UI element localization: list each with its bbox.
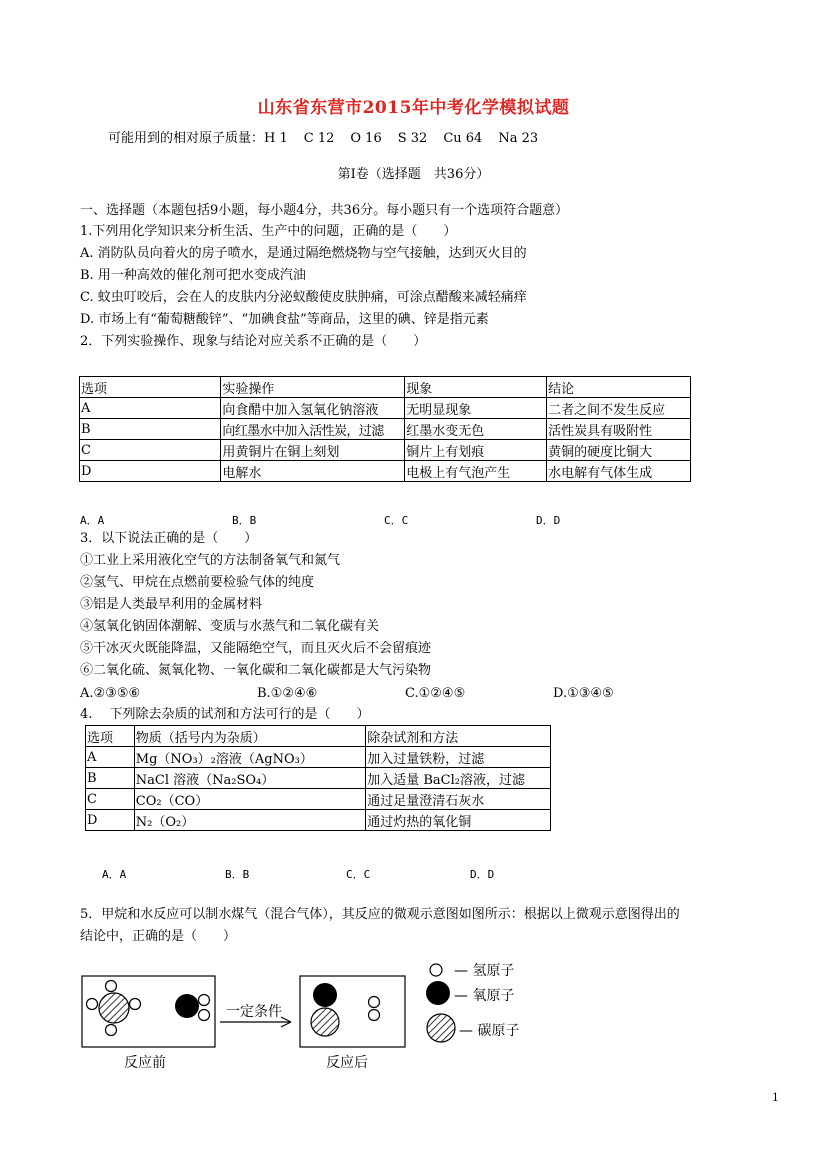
atomic-mass-item: Cu 64 bbox=[443, 131, 483, 146]
table-cell: C bbox=[80, 440, 221, 461]
legend-hydrogen-label: — 氢原子 bbox=[454, 963, 515, 979]
q1-stem: 1.下列用化学知识来分析生活、生产中的问题，正确的是（ ） bbox=[80, 224, 457, 239]
table-cell: D bbox=[80, 461, 221, 482]
table-row bbox=[80, 419, 691, 440]
table-cell: CO₂（CO） bbox=[134, 789, 365, 810]
q1-option-a: A. 消防队员向着火的房子喷水，是通过隔绝燃烧物与空气接触，达到灭火目的 bbox=[80, 246, 527, 261]
hydrogen-atom bbox=[130, 999, 141, 1010]
table-cell: 加入过量铁粉，过滤 bbox=[366, 747, 551, 768]
q4-choice-c: C．C bbox=[346, 868, 371, 881]
q2-choice-b: B．B bbox=[232, 514, 257, 527]
legend-carbon-label: — 碳原子 bbox=[459, 1023, 520, 1039]
q3-stem: 3．以下说法正确的是（ ） bbox=[80, 531, 258, 546]
reaction-condition: 一定条件 bbox=[226, 1004, 282, 1020]
table-header-cell: 选项 bbox=[86, 726, 135, 747]
hydrogen-atom bbox=[199, 1010, 210, 1021]
after-reaction-label: 反应后 bbox=[326, 1055, 368, 1071]
q2-stem: 2．下列实验操作、现象与结论对应关系不正确的是（ ） bbox=[80, 334, 427, 349]
table-cell: 红墨水变无色 bbox=[405, 419, 547, 440]
q2-choice-c: C．C bbox=[384, 514, 409, 527]
table-cell: C bbox=[86, 789, 135, 810]
table-cell: D bbox=[86, 810, 135, 831]
q1-option-b: B. 用一种高效的催化剂可把水变成汽油 bbox=[80, 268, 306, 283]
q4-choice-d: D．D bbox=[470, 868, 495, 881]
q3-choice-c: C.①②④⑤ bbox=[405, 686, 466, 701]
table-cell: 向红墨水中加入活性炭，过滤 bbox=[221, 419, 405, 440]
table-cell: 活性炭具有吸附性 bbox=[547, 419, 691, 440]
atomic-masses bbox=[108, 127, 554, 146]
q2-choice-d: D．D bbox=[536, 514, 561, 527]
carbon-atom bbox=[99, 993, 129, 1023]
atomic-mass-item: H 1 bbox=[264, 131, 288, 146]
q4-choice-a: A．A bbox=[102, 868, 127, 881]
q1-option-c: C. 蚊虫叮咬后，会在人的皮肤内分泌蚁酸使皮肤肿痛，可涂点醋酸来减轻痛痒 bbox=[80, 290, 527, 305]
legend-hydrogen-icon bbox=[430, 964, 442, 976]
table-cell: 用黄铜片在铜上刻划 bbox=[221, 440, 405, 461]
hydrogen-atom bbox=[106, 981, 117, 992]
table-cell: A bbox=[80, 398, 221, 419]
carbon-atom bbox=[311, 1008, 339, 1036]
table-cell: 电极上有气泡产生 bbox=[405, 461, 547, 482]
reaction-diagram bbox=[75, 955, 565, 1075]
q3-statement: ⑥二氧化硫、氮氧化物、一氧化碳和二氧化碳都是大气污染物 bbox=[80, 663, 432, 678]
table-header-cell: 选项 bbox=[80, 377, 221, 398]
table-row bbox=[80, 461, 691, 482]
hydrogen-atom bbox=[369, 1010, 380, 1021]
hydrogen-atom bbox=[106, 1025, 117, 1036]
table-cell: Mg（NO₃）₂溶液（AgNO₃） bbox=[134, 747, 365, 768]
q3-statement: ④氢氧化钠固体潮解、变质与水蒸气和二氧化碳有关 bbox=[80, 619, 380, 634]
table-cell: A bbox=[86, 747, 135, 768]
table-cell: B bbox=[80, 419, 221, 440]
q2-choice-a: A．A bbox=[80, 514, 105, 527]
table-header-cell: 现象 bbox=[405, 377, 547, 398]
q3-statement: ①工业上采用液化空气的方法制备氧气和氮气 bbox=[80, 553, 341, 568]
table-cell: 通过灼热的氧化铜 bbox=[366, 810, 551, 831]
q5-stem-line2: 结论中，正确的是（ ） bbox=[80, 929, 237, 944]
table-header-cell: 实验操作 bbox=[221, 377, 405, 398]
legend-carbon-icon bbox=[427, 1014, 455, 1042]
table-cell: NaCl 溶液（Na₂SO₄） bbox=[134, 768, 365, 789]
part-intro: 一、选择题（本题包括9小题，每小题4分，共36分。每小题只有一个选项符合题意） bbox=[80, 203, 569, 218]
table-header-row bbox=[86, 726, 551, 747]
page-number: 1 bbox=[772, 1091, 779, 1104]
q3-choice-a: A.②③⑤⑥ bbox=[80, 686, 141, 701]
table-cell: 水电解有气体生成 bbox=[547, 461, 691, 482]
q3-choice-b: B.①②④⑥ bbox=[257, 686, 318, 701]
table-row bbox=[86, 747, 551, 768]
table-cell: N₂（O₂） bbox=[134, 810, 365, 831]
table-cell: 无明显现象 bbox=[405, 398, 547, 419]
table-row bbox=[86, 789, 551, 810]
table-row bbox=[80, 398, 691, 419]
table-header-cell: 物质（括号内为杂质） bbox=[134, 726, 365, 747]
q4-table bbox=[85, 725, 551, 831]
hydrogen-atom bbox=[87, 999, 98, 1010]
oxygen-atom bbox=[313, 983, 337, 1007]
hydrogen-atom bbox=[199, 995, 210, 1006]
q3-statement: ③铝是人类最早利用的金属材料 bbox=[80, 597, 263, 612]
table-header-row bbox=[80, 377, 691, 398]
atomic-mass-item: O 16 bbox=[350, 131, 382, 146]
before-reaction-label: 反应前 bbox=[124, 1055, 166, 1071]
q3-choice-d: D.①③④⑤ bbox=[553, 686, 614, 701]
section-title: 第I卷（选择题 共36分） bbox=[337, 167, 490, 182]
page-title: 山东省东营市2015年中考化学模拟试题 bbox=[257, 98, 570, 118]
table-row bbox=[80, 440, 691, 461]
atomic-mass-item: Na 23 bbox=[498, 131, 539, 146]
q4-choice-b: B．B bbox=[225, 868, 250, 881]
q3-statement: ⑤干冰灭火既能降温，又能隔绝空气，而且灭火后不会留痕迹 bbox=[80, 641, 432, 656]
atomic-mass-item: C 12 bbox=[303, 131, 335, 146]
q5-stem-line1: 5．甲烷和水反应可以制水煤气（混合气体），其反应的微观示意图如图所示：根据以上微观示意图得出的 bbox=[80, 907, 680, 922]
legend-oxygen-icon bbox=[426, 981, 450, 1005]
q1-option-d: D. 市场上有“葡萄糖酸锌”、“加碘食盐”等商品，这里的碘、锌是指元素 bbox=[80, 312, 489, 327]
table-cell: 加入适量 BaCl₂溶液，过滤 bbox=[366, 768, 551, 789]
table-cell: 黄铜的硬度比铜大 bbox=[547, 440, 691, 461]
legend-oxygen-label: — 氧原子 bbox=[454, 988, 515, 1004]
table-row bbox=[86, 810, 551, 831]
table-cell: 二者之间不发生反应 bbox=[547, 398, 691, 419]
table-header-cell: 结论 bbox=[547, 377, 691, 398]
table-cell: 通过足量澄清石灰水 bbox=[366, 789, 551, 810]
atomic-mass-item: S 32 bbox=[397, 131, 428, 146]
table-cell: 电解水 bbox=[221, 461, 405, 482]
table-header-cell: 除杂试剂和方法 bbox=[366, 726, 551, 747]
table-row bbox=[86, 768, 551, 789]
atomic-masses-label: 可能用到的相对原子质量： bbox=[108, 131, 265, 146]
table-cell: 铜片上有划痕 bbox=[405, 440, 547, 461]
q3-statement: ②氢气、甲烷在点燃前要检验气体的纯度 bbox=[80, 575, 315, 590]
hydrogen-atom bbox=[369, 997, 380, 1008]
q2-table bbox=[79, 376, 691, 482]
table-cell: B bbox=[86, 768, 135, 789]
oxygen-atom bbox=[175, 994, 199, 1018]
q4-stem: 4. 下列除去杂质的试剂和方法可行的是（ ） bbox=[80, 707, 370, 722]
table-cell: 向食醋中加入氢氧化钠溶液 bbox=[221, 398, 405, 419]
